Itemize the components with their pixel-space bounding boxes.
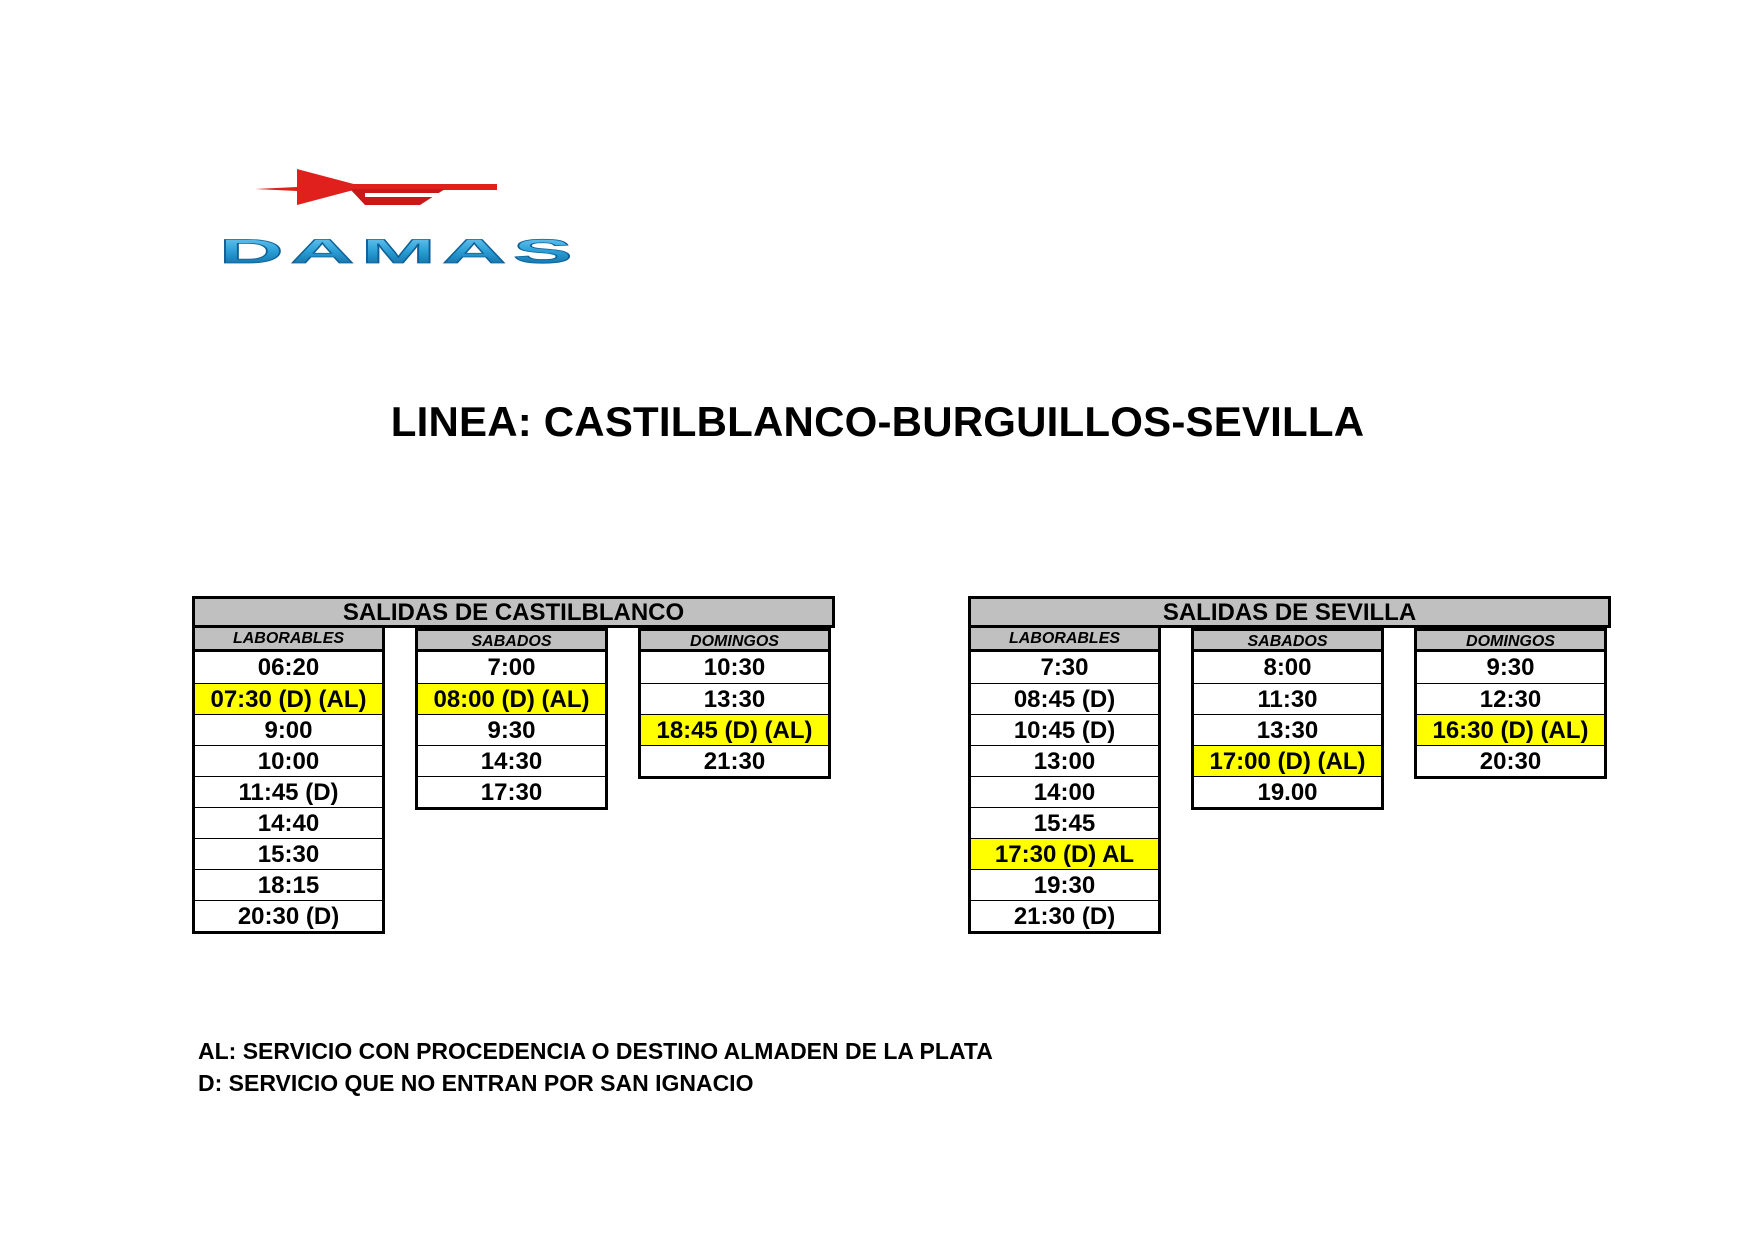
column-header: LABORABLES — [192, 628, 385, 652]
time-cell: 10:45 (D) — [971, 714, 1158, 745]
time-cell: 20:30 — [1417, 745, 1604, 776]
time-cell: 08:00 (D) (AL) — [418, 683, 605, 714]
legend — [198, 1035, 993, 1099]
time-list — [192, 652, 385, 934]
time-cell: 16:30 (D) (AL) — [1417, 714, 1604, 745]
section-sevilla — [968, 596, 1611, 930]
time-cell: 19:30 — [971, 869, 1158, 900]
section-header: SALIDAS DE CASTILBLANCO — [192, 596, 835, 628]
legend-al: AL: SERVICIO CON PROCEDENCIA O DESTINO ALMADEN DE LA PLATA — [198, 1038, 993, 1064]
time-cell: 14:00 — [971, 776, 1158, 807]
time-list — [415, 652, 608, 810]
time-cell: 18:15 — [195, 869, 382, 900]
time-cell: 13:00 — [971, 745, 1158, 776]
column-laborables — [192, 628, 385, 934]
time-cell: 8:00 — [1263, 654, 1312, 681]
column-laborables — [968, 628, 1161, 934]
time-cell: 7:30 — [1040, 654, 1089, 681]
section-header: SALIDAS DE SEVILLA — [968, 596, 1611, 628]
column-header: LABORABLES — [968, 628, 1161, 652]
time-cell: 15:30 — [195, 838, 382, 869]
time-cell: 06:20 — [257, 654, 320, 681]
time-cell: 12:30 — [1417, 683, 1604, 714]
time-cell: 7:00 — [487, 654, 536, 681]
column-domingos — [638, 628, 831, 779]
time-cell: 08:45 (D) — [971, 683, 1158, 714]
time-list — [968, 652, 1161, 934]
time-cell: 10:30 — [703, 654, 766, 681]
damas-logo — [215, 165, 585, 295]
column-sabados — [415, 628, 608, 810]
column-header: DOMINGOS — [1414, 628, 1607, 652]
time-cell: 17:00 (D) (AL) — [1194, 745, 1381, 776]
time-cell: 11:45 (D) — [195, 776, 382, 807]
time-cell: 13:30 — [1194, 714, 1381, 745]
time-cell: 21:30 (D) — [971, 900, 1158, 931]
time-cell: 13:30 — [641, 683, 828, 714]
time-cell: 17:30 — [418, 776, 605, 807]
time-cell: 9:30 — [1486, 654, 1535, 681]
time-cell: 07:30 (D) (AL) — [195, 683, 382, 714]
section-castilblanco — [192, 596, 835, 930]
time-cell: 19.00 — [1194, 776, 1381, 807]
time-cell: 9:00 — [195, 714, 382, 745]
time-list — [1191, 652, 1384, 810]
time-cell: 20:30 (D) — [195, 900, 382, 931]
time-cell: 10:00 — [195, 745, 382, 776]
time-list — [1414, 652, 1607, 779]
page-title: LINEA: CASTILBLANCO-BURGUILLOS-SEVILLA — [390, 398, 1365, 445]
legend-d: D: SERVICIO QUE NO ENTRAN POR SAN IGNACIO — [198, 1070, 754, 1096]
column-header: SABADOS — [415, 628, 608, 652]
column-header: DOMINGOS — [638, 628, 831, 652]
column-domingos — [1414, 628, 1607, 779]
logo-wordmark: DAMAS — [219, 231, 579, 271]
time-cell: 11:30 — [1194, 683, 1381, 714]
time-cell: 14:30 — [418, 745, 605, 776]
time-cell: 18:45 (D) (AL) — [641, 714, 828, 745]
time-cell: 17:30 (D) AL — [971, 838, 1158, 869]
red-arrow-icon — [255, 169, 497, 205]
time-list — [638, 652, 831, 779]
time-cell: 9:30 — [418, 714, 605, 745]
column-sabados — [1191, 628, 1384, 810]
time-cell: 14:40 — [195, 807, 382, 838]
time-cell: 21:30 — [641, 745, 828, 776]
column-header: SABADOS — [1191, 628, 1384, 652]
time-cell: 15:45 — [971, 807, 1158, 838]
